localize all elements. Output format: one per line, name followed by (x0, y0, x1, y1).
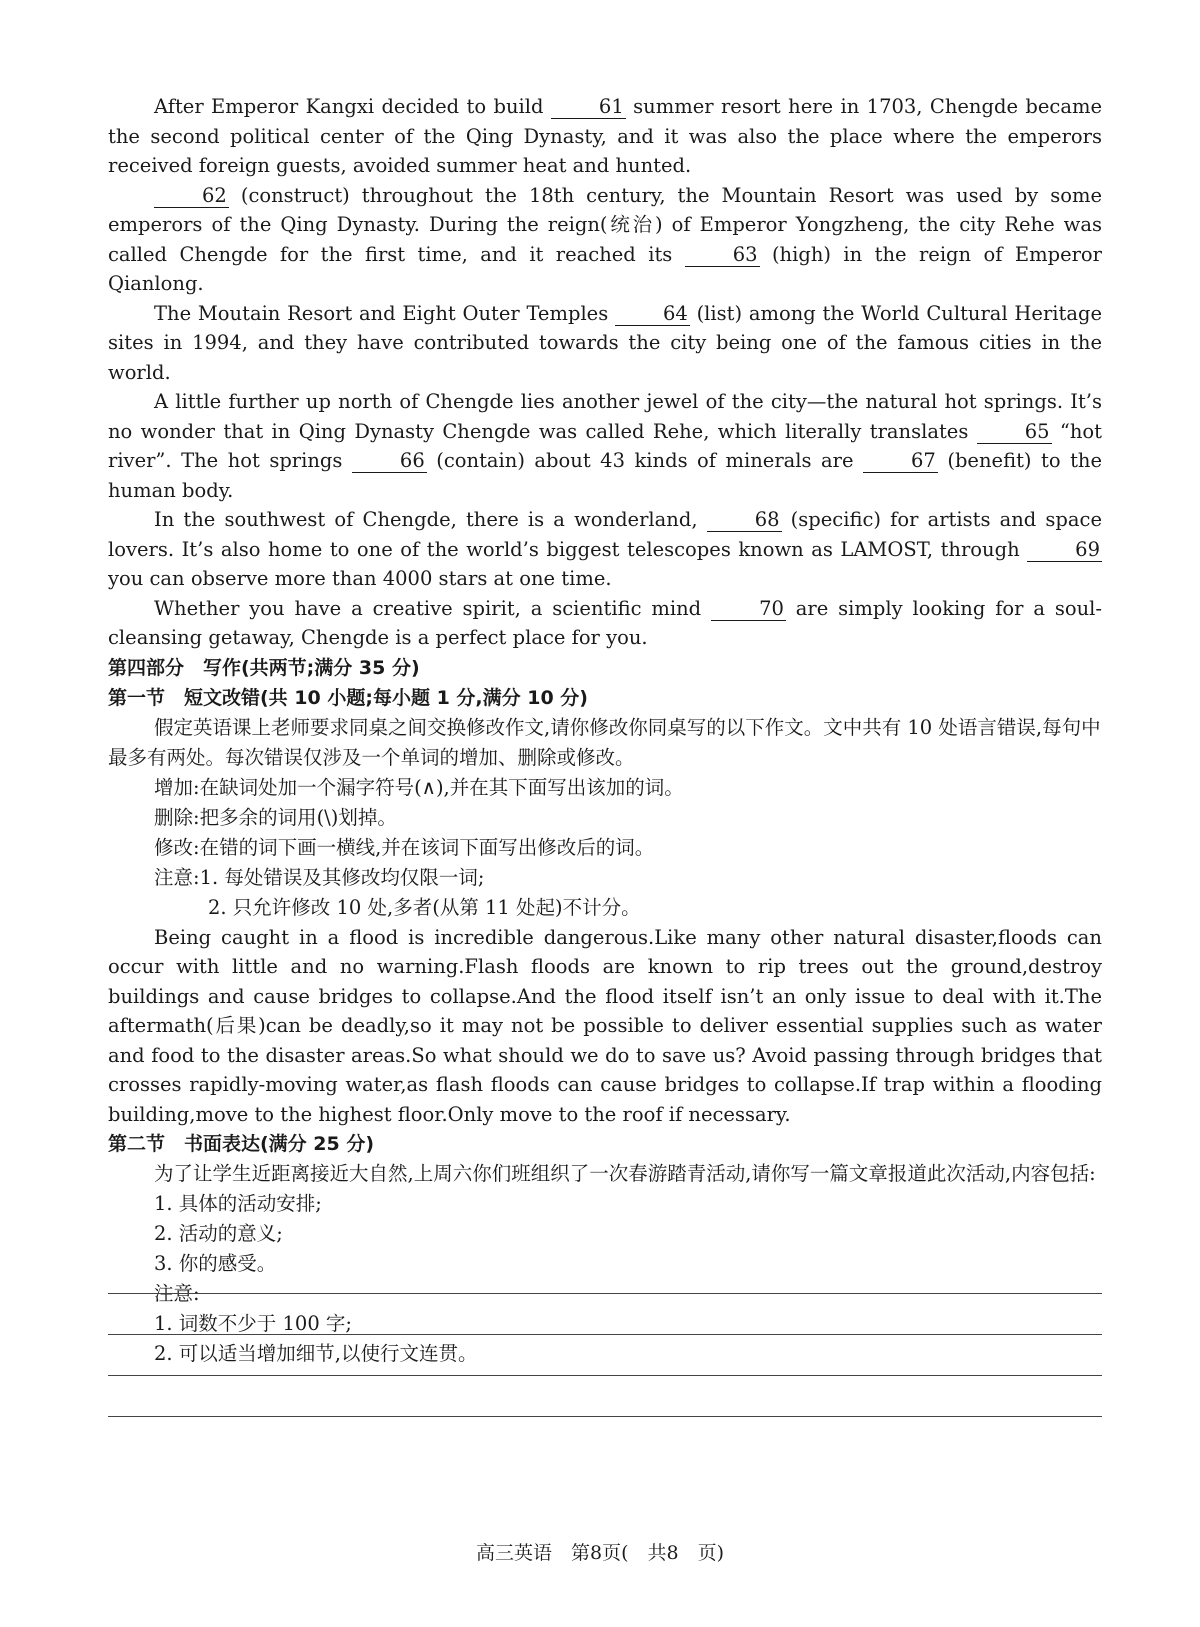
writing-line-1[interactable] (108, 1293, 1102, 1294)
passage-paragraph-1: After Emperor Kangxi decided to build 61 summer resort here in 1703, Chengde became the second political center of the Qing Dynasty, and it was also the place where the emperors received foreign guests, avoided summer heat and hunted. (108, 95, 1102, 177)
note-item-1: 1. 词数不少于 100 字; (154, 1312, 352, 1335)
section1-intro: 假定英语课上老师要求同桌之间交换修改作文,请你修改你同桌写的以下作文。文中共有 10 处语言错误,每句中最多有两处。每次错误仅涉及一个单词的增加、删除或修改。 (108, 715, 1101, 769)
content-item-3: 3. 你的感受。 (154, 1252, 277, 1275)
instruction-add: 增加:在缺词处加一个漏字符号(∧),并在其下面写出该加的词。 (154, 775, 684, 799)
passage-paragraph-4: A little further up north of Chengde lies another jewel of the city—the natural hot springs. It’s no wonder that in Qing Dynasty Chengde was called Rehe, which literally translates 65 “hot river”. The hot springs 66 (contain) about 43 kinds of minerals are 67 (benefit) to the human body. (108, 390, 1103, 502)
blank-69[interactable]: 69 (1027, 539, 1102, 562)
passage-paragraph-2: 62 (construct) throughout the 18th century, the Mountain Resort was used by some emperors of the Qing Dynasty. During the reign(统治) of Emperor Yongzheng, the city Rehe was called Chengde for the first time, and it reached its 63 (high) in the reign of Emperor Qianlong. (108, 183, 1102, 295)
blank-68[interactable]: 68 (707, 509, 782, 532)
blank-67[interactable]: 67 (863, 450, 938, 473)
passage-paragraph-6: Whether you have a creative spirit, a scientific mind 70 are simply looking for a soul-cleansing getaway, Chengde is a perfect place for you. (108, 596, 1103, 649)
note-1: 注意:1. 每处错误及其修改均仅限一词; (154, 865, 485, 889)
content-item-2: 2. 活动的意义; (154, 1222, 283, 1245)
exam-page (108, 92, 1102, 1369)
section2-intro: 为了让学生近距离接近大自然,上周六你们班组织了一次春游踏青活动,请你写一篇文章报道此次活动,内容包括: (154, 1162, 1096, 1185)
blank-64[interactable]: 64 (615, 303, 690, 326)
note-label: 注意: (154, 1282, 200, 1305)
note-item-2: 2. 可以适当增加细节,以使行文连贯。 (154, 1342, 478, 1365)
instruction-delete: 删除:把多余的词用(\)划掉。 (154, 805, 397, 829)
blank-63[interactable]: 63 (685, 244, 760, 267)
section2-heading: 第二节 书面表达(满分 25 分) (108, 1133, 375, 1155)
blank-65[interactable]: 65 (977, 421, 1052, 444)
instruction-modify: 修改:在错的词下画一横线,并在该词下面写出修改后的词。 (154, 835, 655, 859)
content-item-1: 1. 具体的活动安排; (154, 1192, 322, 1215)
blank-62[interactable]: 62 (154, 185, 229, 208)
correction-essay: Being caught in a flood is incredible dangerous.Like many other natural disaster,floods can occur with little and no warning.Flash floods are known to rip trees out the ground,destroy buildings and cause bridges to collapse.And the flood itself isn’t an only issue to deal with it.The aftermath(后果)can be deadly,so it may not be possible to deliver essential supplies such as water and food to the disaster areas.So what should we do to save us? Avoid passing through bridges that crosses rapidly-moving water,as flash floods can cause bridges to collapse.If trap within a flooding building,move to the highest floor.Only move to the roof if necessary. (108, 925, 1102, 1126)
passage-paragraph-3: The Moutain Resort and Eight Outer Temples 64 (list) among the World Cultural Heritage sites in 1994, and they have contributed towards the city being one of the famous cities in the world. (108, 301, 1103, 384)
blank-66[interactable]: 66 (352, 450, 427, 473)
blank-70[interactable]: 70 (711, 598, 786, 621)
writing-line-2[interactable] (108, 1334, 1102, 1335)
passage-paragraph-5: In the southwest of Chengde, there is a wonderland, 68 (specific) for artists and space lovers. It’s also home to one of the world’s biggest telescopes known as LAMOST, through 69 you can observe more than 4000 stars at one time. (108, 508, 1102, 590)
page-footer: 高三英语 第8页( 共8 页) (475, 1542, 724, 1564)
writing-line-4[interactable] (108, 1416, 1102, 1417)
writing-line-3[interactable] (108, 1375, 1102, 1376)
section1-heading: 第一节 短文改错(共 10 小题;每小题 1 分,满分 10 分) (108, 686, 588, 709)
note-2: 2. 只允许修改 10 处,多者(从第 11 处起)不计分。 (208, 895, 641, 919)
part4-heading: 第四部分 写作(共两节;满分 35 分) (108, 656, 420, 679)
blank-61[interactable]: 61 (551, 96, 626, 119)
